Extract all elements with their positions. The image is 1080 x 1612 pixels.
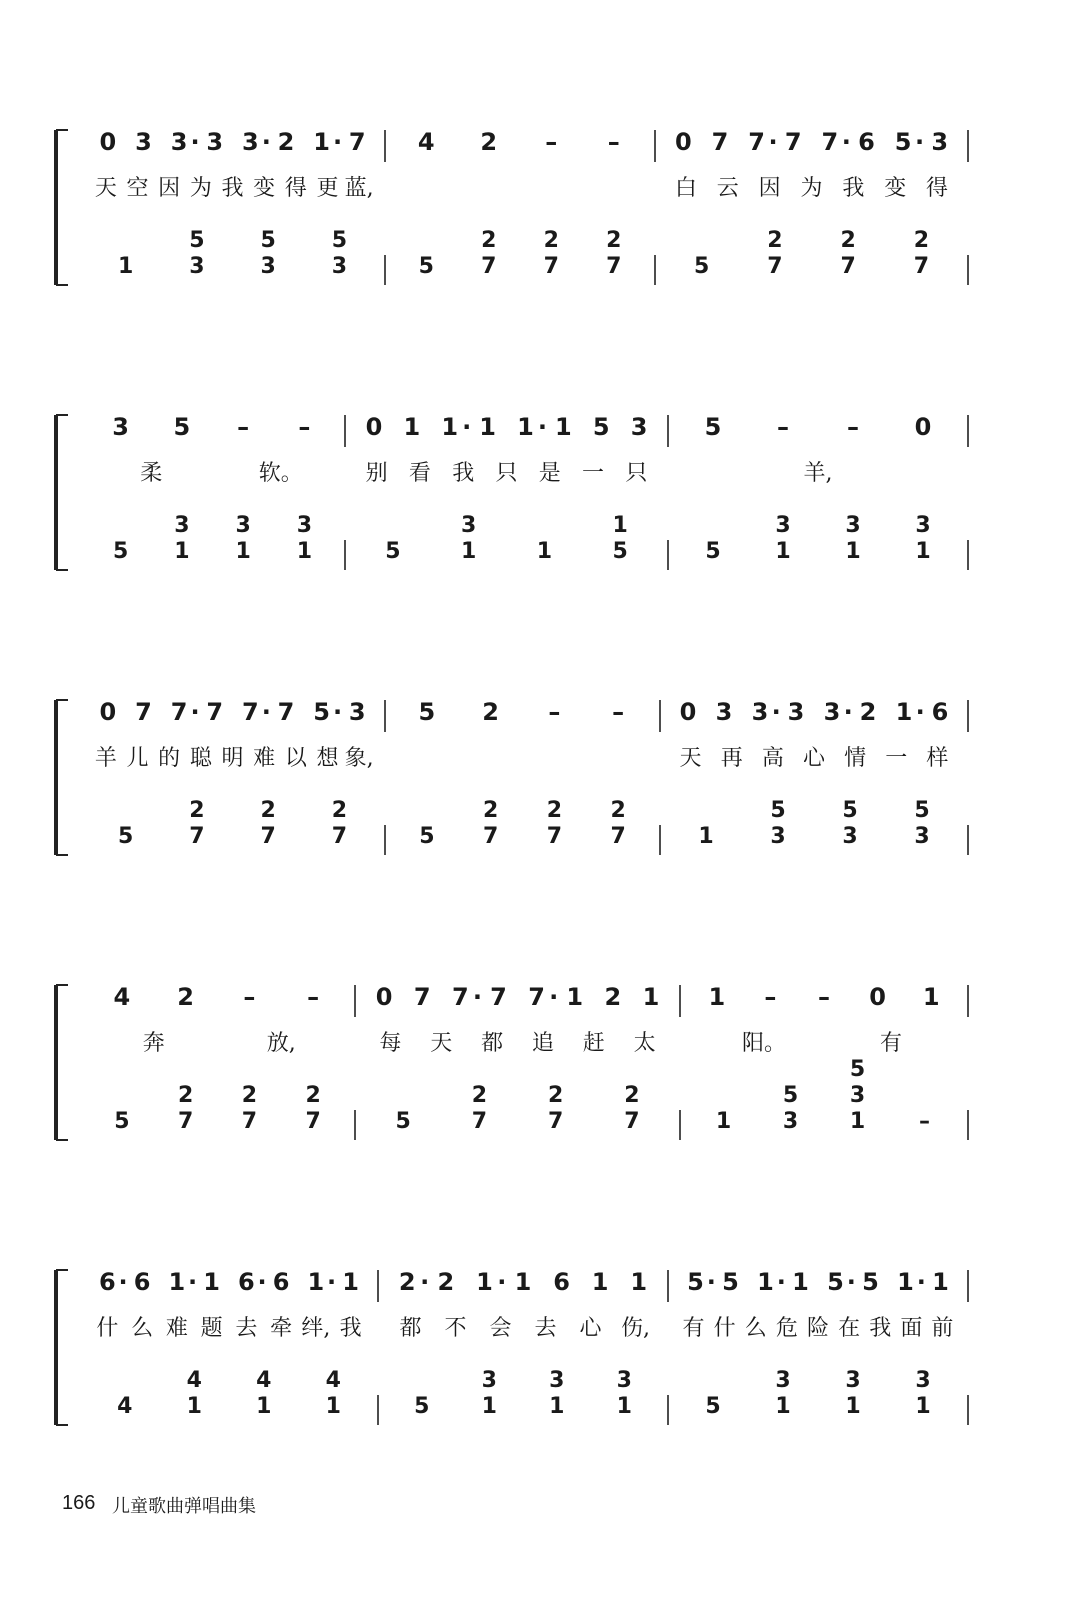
melody-note: – bbox=[548, 698, 561, 726]
melody-note: 2 bbox=[604, 983, 622, 1011]
lyric-char: 再 bbox=[720, 746, 743, 771]
melody-note: 2 bbox=[859, 698, 877, 726]
lyric-char: 有 bbox=[682, 1316, 705, 1341]
lyric-char: 前 bbox=[931, 1316, 954, 1341]
melody-note: 2 bbox=[480, 128, 498, 156]
lyric-char: 牵 bbox=[270, 1316, 293, 1341]
melody-note: 0 bbox=[365, 413, 383, 441]
melody-note: 6 bbox=[858, 128, 875, 156]
melody-note: 5 bbox=[704, 413, 722, 441]
melody-note: 1 bbox=[757, 1268, 774, 1296]
dotted-rhythm-mark: · bbox=[706, 1268, 716, 1296]
lyric-char: 么 bbox=[744, 1316, 767, 1341]
lyric-char: 变 bbox=[884, 176, 907, 201]
bass-chord: 2 7 bbox=[481, 228, 497, 279]
melody-note: 1 bbox=[168, 1268, 186, 1296]
melody-note: 7 bbox=[277, 698, 295, 726]
melody-note: 1 bbox=[307, 1268, 325, 1296]
dotted-rhythm-mark: · bbox=[841, 128, 851, 156]
dotted-rhythm-mark: · bbox=[472, 983, 483, 1011]
melody-note: 6 bbox=[272, 1268, 290, 1296]
melody-note: 5 bbox=[687, 1268, 704, 1296]
melody-note: 7 bbox=[206, 698, 224, 726]
dotted-rhythm-mark: · bbox=[843, 698, 853, 726]
bass-chord: 5 bbox=[705, 1394, 721, 1419]
melody-note: 6 bbox=[553, 1268, 570, 1296]
lyric-char: 为 bbox=[800, 176, 823, 201]
bass-chord: 5 bbox=[114, 1109, 130, 1134]
melody-note: 0 bbox=[679, 698, 697, 726]
lyric-char: 我 bbox=[221, 176, 244, 201]
lyric-char: 放, bbox=[266, 1031, 296, 1056]
lyric-char: 我 bbox=[869, 1316, 892, 1341]
lyric-char: 不 bbox=[444, 1316, 467, 1341]
melody-note: 7 bbox=[170, 698, 188, 726]
lyric-char: 样 bbox=[926, 746, 949, 771]
bass-chord: 3 1 bbox=[481, 1368, 497, 1419]
melody-note: 1 bbox=[203, 1268, 220, 1296]
melody-note: 1 bbox=[708, 983, 726, 1011]
dotted-rhythm-mark: · bbox=[261, 128, 271, 156]
page-number: 166 bbox=[62, 1492, 96, 1514]
melody-note: 3 bbox=[348, 698, 366, 726]
melody-note: 1 bbox=[897, 1268, 914, 1296]
bass-chord: 4 bbox=[117, 1394, 133, 1419]
lyric-char: 想 bbox=[316, 746, 339, 771]
melody-note: 5 bbox=[592, 413, 610, 441]
dotted-rhythm-mark: · bbox=[118, 1268, 128, 1296]
melody-note: 7 bbox=[748, 128, 765, 156]
lyric-char: 我 bbox=[842, 176, 865, 201]
melody-note: 7 bbox=[528, 983, 545, 1011]
dotted-rhythm-mark: · bbox=[771, 698, 781, 726]
bass-chord: 2 7 bbox=[305, 1083, 321, 1134]
lyric-char: 儿 bbox=[126, 746, 149, 771]
lyric-char: 在 bbox=[838, 1316, 861, 1341]
melody-note: – bbox=[764, 983, 777, 1011]
bass-chord: 1 5 bbox=[612, 513, 628, 564]
melody-note: 6 bbox=[931, 698, 949, 726]
lyric-char: 我 bbox=[339, 1316, 362, 1341]
bass-chord: 4 1 bbox=[256, 1368, 272, 1419]
lyric-char: 更 bbox=[316, 176, 339, 201]
bass-chord: 2 7 bbox=[241, 1083, 258, 1134]
lyric-char: 白 bbox=[674, 176, 697, 201]
melody-note: 1 bbox=[517, 413, 534, 441]
lyric-char: 别 bbox=[365, 461, 388, 486]
melody-note: 1 bbox=[476, 1268, 493, 1296]
bass-chord: 3 1 bbox=[775, 1368, 791, 1419]
lyric-char: 伤, bbox=[621, 1316, 650, 1341]
dotted-rhythm-mark: · bbox=[537, 413, 548, 441]
melody-note: – bbox=[307, 983, 320, 1011]
lyric-char: 会 bbox=[489, 1316, 512, 1341]
dotted-rhythm-mark: · bbox=[462, 413, 472, 441]
bass-chord: 5 bbox=[693, 254, 710, 279]
lyric-char: 云 bbox=[716, 176, 739, 201]
bass-chord: 5 3 bbox=[842, 798, 858, 849]
bass-chord: 3 1 bbox=[775, 513, 791, 564]
bass-chord: 2 7 bbox=[547, 1083, 564, 1134]
lyric-char: 因 bbox=[158, 176, 181, 201]
melody-note: – bbox=[612, 698, 625, 726]
bass-chord: 5 3 bbox=[189, 228, 205, 279]
bass-chord: 3 1 bbox=[235, 513, 251, 564]
lyric-char: 追 bbox=[531, 1031, 554, 1056]
lyric-char: 软。 bbox=[258, 461, 303, 486]
melody-note: 2 bbox=[177, 983, 194, 1011]
melody-note: 1 bbox=[932, 1268, 949, 1296]
lyric-char: 为 bbox=[189, 176, 212, 201]
bass-chord: 4 1 bbox=[186, 1368, 202, 1419]
lyric-char: 绊, bbox=[301, 1316, 331, 1341]
lyric-char: 危 bbox=[775, 1316, 798, 1341]
lyric-char: 题 bbox=[200, 1316, 223, 1341]
bass-chord: 5 3 bbox=[770, 798, 786, 849]
bass-chord: 1 bbox=[536, 539, 553, 564]
bass-chord: 2 7 bbox=[840, 228, 856, 279]
lyric-char: 都 bbox=[481, 1031, 504, 1056]
bass-chord: 5 3 bbox=[260, 228, 276, 279]
lyric-char: 去 bbox=[235, 1316, 258, 1341]
melody-note: – bbox=[847, 413, 859, 441]
melody-note: 0 bbox=[99, 698, 117, 726]
bass-chord: 5 bbox=[385, 539, 401, 564]
melody-note: 7 bbox=[348, 128, 366, 156]
dotted-rhythm-mark: · bbox=[261, 698, 271, 726]
bass-chord: 5 3 bbox=[782, 1083, 799, 1134]
melody-note: 0 bbox=[375, 983, 393, 1011]
lyric-char: 的 bbox=[158, 746, 181, 771]
melody-note: 3 bbox=[630, 413, 648, 441]
dotted-rhythm-mark: · bbox=[420, 1268, 430, 1296]
melody-note: 7 bbox=[451, 983, 469, 1011]
lyric-char: 天 bbox=[679, 746, 702, 771]
melody-note: 2 bbox=[277, 128, 295, 156]
bass-chord: 5 bbox=[419, 824, 435, 849]
melody-note: 2 bbox=[398, 1268, 416, 1296]
lyric-char: 难 bbox=[165, 1316, 188, 1341]
lyric-char: 什 bbox=[96, 1316, 119, 1341]
melody-note: 7 bbox=[135, 698, 152, 726]
lyric-char: 柔 bbox=[140, 461, 163, 486]
lyric-char: 去 bbox=[534, 1316, 557, 1341]
bass-chord: 2 7 bbox=[331, 798, 348, 849]
lyric-char: 情 bbox=[844, 746, 867, 771]
melody-note: 3 bbox=[931, 128, 949, 156]
lyric-char: 险 bbox=[806, 1316, 829, 1341]
dotted-rhythm-mark: · bbox=[846, 1268, 856, 1296]
dotted-rhythm-mark: · bbox=[768, 128, 778, 156]
melody-note: – bbox=[607, 128, 620, 156]
bass-chord: 2 7 bbox=[913, 228, 930, 279]
bass-chord: 3 1 bbox=[845, 513, 861, 564]
bass-chord: 2 7 bbox=[606, 228, 622, 279]
melody-note: – bbox=[777, 413, 789, 441]
dotted-rhythm-mark: · bbox=[190, 698, 200, 726]
bass-chord: 5 3 bbox=[914, 798, 930, 849]
lyric-char: 一 bbox=[582, 461, 605, 486]
melody-note: 5 bbox=[418, 698, 436, 726]
melody-note: 1 bbox=[642, 983, 660, 1011]
melody-note: 1 bbox=[554, 413, 572, 441]
melody-note: – bbox=[545, 128, 558, 156]
bass-chord: 5 3 1 bbox=[849, 1057, 866, 1134]
melody-note: 1 bbox=[342, 1268, 359, 1296]
dotted-rhythm-mark: · bbox=[257, 1268, 267, 1296]
dotted-rhythm-mark: · bbox=[776, 1268, 786, 1296]
bass-chord: 3 1 bbox=[460, 513, 477, 564]
lyric-char: 心 bbox=[579, 1316, 602, 1341]
bass-chord: 2 7 bbox=[546, 798, 563, 849]
lyric-char: 面 bbox=[900, 1316, 923, 1341]
bass-chord: 2 7 bbox=[177, 1083, 194, 1134]
bass-chord: 3 1 bbox=[915, 513, 931, 564]
lyric-char: 有 bbox=[879, 1031, 902, 1056]
lyric-char: 都 bbox=[399, 1316, 422, 1341]
melody-note: 1 bbox=[566, 983, 584, 1011]
lyric-char: 是 bbox=[538, 461, 561, 486]
melody-note: 1 bbox=[630, 1268, 648, 1296]
melody-note: 7 bbox=[490, 983, 507, 1011]
melody-note: 2 bbox=[437, 1268, 455, 1296]
lyric-char: 赶 bbox=[582, 1031, 605, 1056]
melody-note: 1 bbox=[441, 413, 459, 441]
melody-note: 0 bbox=[914, 413, 932, 441]
lyric-char: 看 bbox=[408, 461, 431, 486]
bass-chord: 5 bbox=[705, 539, 721, 564]
lyric-char: 因 bbox=[758, 176, 781, 201]
dotted-rhythm-mark: · bbox=[190, 128, 200, 156]
lyric-char: 心 bbox=[802, 746, 825, 771]
melody-note: 3 bbox=[170, 128, 188, 156]
bass-chord: 5 bbox=[395, 1109, 411, 1134]
melody-note: 1 bbox=[895, 698, 913, 726]
lyric-char: 羊, bbox=[803, 461, 833, 486]
melody-note: 3 bbox=[823, 698, 841, 726]
melody-note: 1 bbox=[514, 1268, 532, 1296]
melody-note: 1 bbox=[403, 413, 421, 441]
melody-note: – bbox=[818, 983, 830, 1011]
melody-note: 2 bbox=[482, 698, 499, 726]
melody-note: 3 bbox=[787, 698, 805, 726]
dotted-rhythm-mark: · bbox=[333, 128, 343, 156]
melody-note: 3 bbox=[241, 128, 259, 156]
dotted-rhythm-mark: · bbox=[187, 1268, 198, 1296]
melody-note: 1 bbox=[591, 1268, 609, 1296]
bass-chord: 2 7 bbox=[189, 798, 205, 849]
lyric-char: 高 bbox=[761, 746, 784, 771]
bass-chord: 1 bbox=[715, 1109, 732, 1134]
melody-note: – bbox=[298, 413, 311, 441]
melody-note: 6 bbox=[133, 1268, 151, 1296]
melody-note: 0 bbox=[99, 128, 117, 156]
bass-chord: 2 7 bbox=[482, 798, 499, 849]
lyric-char: 变 bbox=[253, 176, 276, 201]
melody-note: 5 bbox=[173, 413, 191, 441]
lyric-char: 每 bbox=[379, 1031, 402, 1056]
melody-note: 7 bbox=[241, 698, 259, 726]
melody-note: 3 bbox=[135, 128, 152, 156]
lyric-char: 只 bbox=[625, 461, 648, 486]
bass-chord: 5 bbox=[112, 539, 129, 564]
melody-note: 7 bbox=[821, 128, 839, 156]
lyric-char: 天 bbox=[94, 176, 117, 201]
bass-chord: 5 bbox=[414, 1394, 430, 1419]
melody-note: 5 bbox=[827, 1268, 844, 1296]
lyric-char: 什 bbox=[713, 1316, 736, 1341]
bass-chord: 4 1 bbox=[325, 1368, 341, 1419]
bass-chord: 3 1 bbox=[549, 1368, 565, 1419]
dotted-rhythm-mark: · bbox=[326, 1268, 337, 1296]
melody-note: 3 bbox=[112, 413, 129, 441]
melody-note: 7 bbox=[711, 128, 729, 156]
bass-chord: 5 bbox=[418, 254, 434, 279]
lyric-char: 得 bbox=[926, 176, 949, 201]
bass-chord: 3 1 bbox=[915, 1368, 931, 1419]
bass-chord: 2 7 bbox=[260, 798, 276, 849]
bass-chord: 2 7 bbox=[543, 228, 559, 279]
dotted-rhythm-mark: · bbox=[916, 1268, 926, 1296]
bass-chord: 3 1 bbox=[296, 513, 313, 564]
lyric-char: 空 bbox=[126, 176, 149, 201]
lyric-char: 象, bbox=[344, 746, 374, 771]
melody-note: 5 bbox=[894, 128, 912, 156]
lyric-char: 阳。 bbox=[742, 1031, 787, 1056]
melody-note: 4 bbox=[113, 983, 131, 1011]
lyric-char: 明 bbox=[221, 746, 244, 771]
melody-note: 1 bbox=[313, 128, 330, 156]
lyric-char: 奔 bbox=[142, 1031, 165, 1056]
bass-chord: 5 bbox=[117, 824, 134, 849]
bass-chord: 1 bbox=[117, 254, 134, 279]
melody-note: 4 bbox=[417, 128, 435, 156]
melody-note: – bbox=[237, 413, 250, 441]
bass-chord: 3 1 bbox=[616, 1368, 632, 1419]
bass-chord: 1 bbox=[698, 824, 714, 849]
lyric-char: 只 bbox=[495, 461, 518, 486]
lyric-char: 难 bbox=[253, 746, 276, 771]
lyric-char: 聪 bbox=[189, 746, 212, 771]
lyric-char: 得 bbox=[284, 176, 307, 201]
lyric-char: 太 bbox=[633, 1031, 656, 1056]
melody-note: 5 bbox=[313, 698, 330, 726]
lyric-char: 天 bbox=[430, 1031, 453, 1056]
lyric-char: 以 bbox=[284, 746, 307, 771]
melody-note: – bbox=[243, 983, 256, 1011]
melody-note: 6 bbox=[238, 1268, 255, 1296]
lyric-char: 蓝, bbox=[344, 176, 374, 201]
melody-note: 3 bbox=[715, 698, 733, 726]
bass-chord: 3 1 bbox=[174, 513, 190, 564]
dotted-rhythm-mark: · bbox=[333, 698, 343, 726]
dotted-rhythm-mark: · bbox=[497, 1268, 507, 1296]
melody-note: 5 bbox=[722, 1268, 739, 1296]
lyric-char: 么 bbox=[131, 1316, 154, 1341]
bass-chord: – bbox=[919, 1109, 930, 1134]
dotted-rhythm-mark: · bbox=[549, 983, 559, 1011]
lyric-char: 我 bbox=[452, 461, 475, 486]
lyric-char: 一 bbox=[885, 746, 908, 771]
melody-note: 1 bbox=[922, 983, 940, 1011]
melody-note: 1 bbox=[792, 1268, 809, 1296]
bass-chord: 3 1 bbox=[845, 1368, 861, 1419]
melody-note: 3 bbox=[751, 698, 769, 726]
melody-note: 6 bbox=[99, 1268, 116, 1296]
melody-note: 3 bbox=[206, 128, 224, 156]
bass-chord: 2 7 bbox=[471, 1083, 488, 1134]
melody-note: 7 bbox=[784, 128, 802, 156]
melody-note: 0 bbox=[674, 128, 692, 156]
melody-note: 0 bbox=[869, 983, 886, 1011]
melody-note: 5 bbox=[862, 1268, 879, 1296]
lyric-char: 羊 bbox=[94, 746, 117, 771]
melody-note: 1 bbox=[479, 413, 496, 441]
bass-chord: 2 7 bbox=[610, 798, 626, 849]
dotted-rhythm-mark: · bbox=[914, 128, 925, 156]
bass-chord: 2 7 bbox=[767, 228, 783, 279]
bass-chord: 5 3 bbox=[331, 228, 348, 279]
melody-note: 7 bbox=[413, 983, 431, 1011]
bass-chord: 2 7 bbox=[624, 1083, 640, 1134]
book-title: 儿童歌曲弹唱曲集 bbox=[112, 1496, 256, 1517]
dotted-rhythm-mark: · bbox=[915, 698, 925, 726]
